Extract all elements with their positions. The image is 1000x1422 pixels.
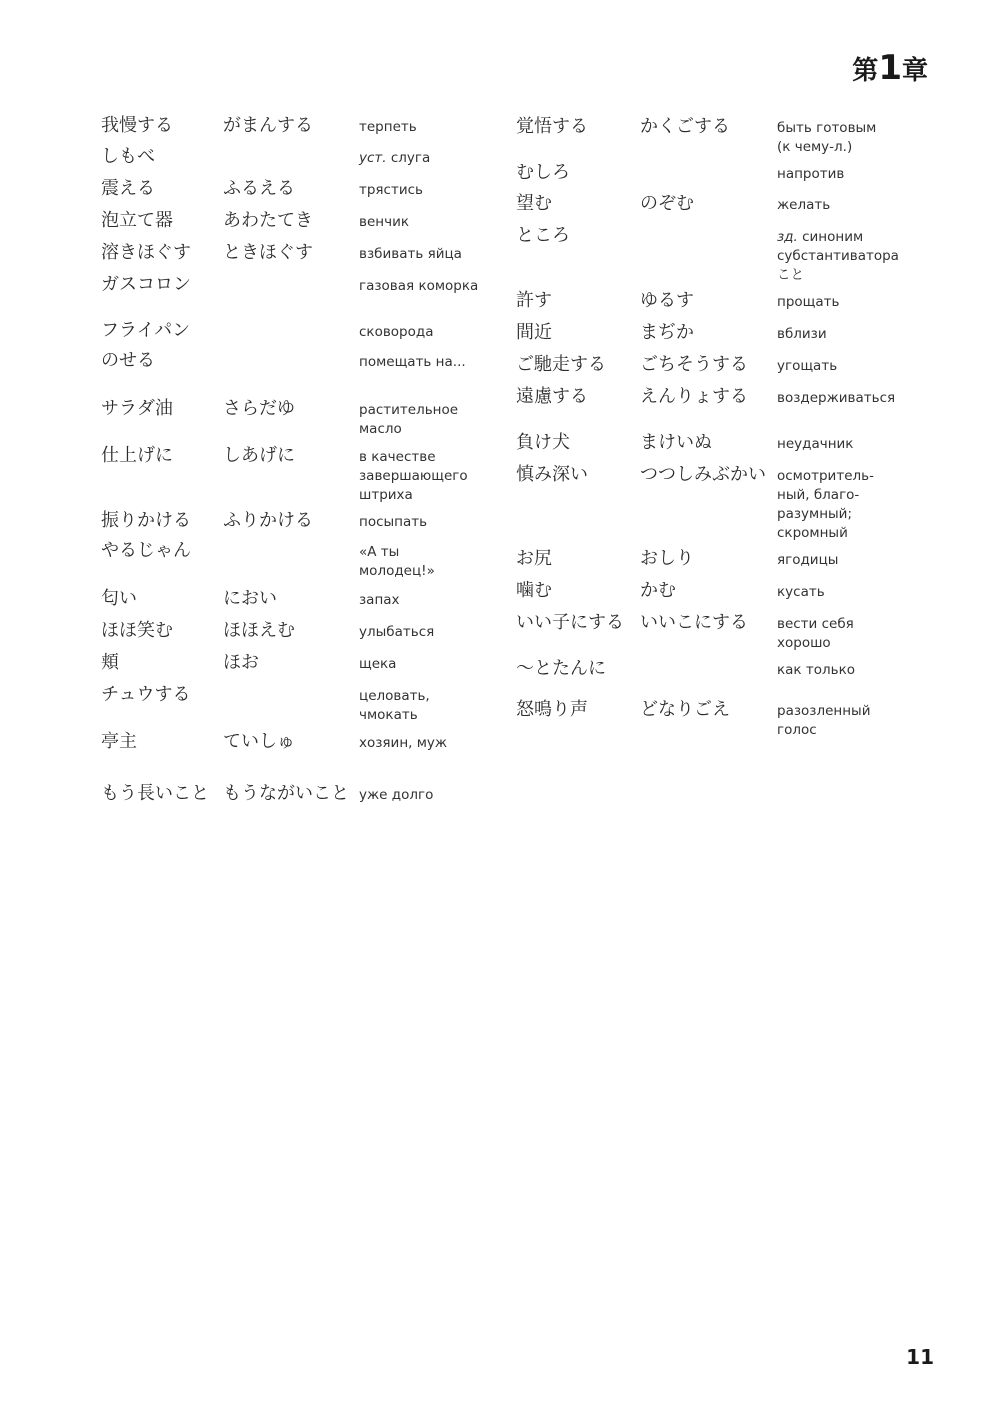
vocab-reading: ふるえる (223, 178, 295, 199)
vocab-word: 我慢する (101, 115, 173, 136)
vocab-translation (359, 323, 494, 342)
translation-text: вблизи (777, 326, 827, 342)
translation-text: вести себя хорошо (777, 616, 854, 651)
vocab-translation (777, 228, 927, 285)
vocab-translation (777, 583, 927, 602)
vocab-word: やるじゃん (101, 540, 191, 561)
translation-text: прощать (777, 294, 840, 310)
translation-text: венчик (359, 214, 409, 230)
vocab-reading: えんりょする (640, 386, 748, 407)
vocab-word: 望む (516, 193, 552, 214)
vocab-word: 溶きほぐす (101, 242, 191, 263)
vocab-word: ご馳走する (516, 354, 606, 375)
vocab-reading: のぞむ (640, 193, 694, 214)
vocab-word: のせる (101, 350, 155, 371)
translation-text: кусать (777, 584, 825, 600)
translation-text: неудачник (777, 436, 854, 452)
vocab-reading: ほほえむ (223, 620, 295, 641)
vocab-translation (777, 389, 927, 408)
vocab-translation (359, 245, 494, 264)
vocab-word: 噛む (516, 580, 552, 601)
translation-text: ягодицы (777, 552, 839, 568)
vocab-word: 許す (516, 290, 552, 311)
translation-usage-note: зд. (777, 229, 798, 245)
vocab-translation (777, 165, 927, 184)
vocab-reading: かむ (640, 580, 676, 601)
vocab-translation (359, 623, 494, 642)
translation-text: щека (359, 656, 397, 672)
vocab-word: 遠慮する (516, 386, 588, 407)
vocab-reading: ときほぐす (223, 242, 313, 263)
vocab-reading: おしり (640, 548, 694, 569)
chapter-prefix: 第 (852, 56, 879, 86)
vocab-translation (359, 591, 494, 610)
translation-text: осмотритель- ный, благо- разумный; скромный (777, 468, 874, 541)
translation-text: целовать, чмокать (359, 688, 430, 723)
page-number: 11 (906, 1345, 934, 1369)
vocab-word: 慎み深い (516, 464, 588, 485)
vocab-word: 負け犬 (516, 432, 570, 453)
vocab-word: 間近 (516, 322, 552, 343)
vocab-translation (359, 786, 494, 805)
translation-text: посыпать (359, 514, 428, 530)
translation-text: как только (777, 662, 855, 678)
vocab-translation (359, 401, 494, 439)
vocab-word: フライパン (101, 320, 191, 341)
vocab-translation (777, 293, 927, 312)
vocab-word: いい子にする (516, 612, 624, 633)
vocab-reading: まけいぬ (640, 432, 712, 453)
vocab-translation (359, 543, 494, 581)
vocab-word: 泡立て器 (101, 210, 173, 231)
vocab-translation (359, 513, 494, 532)
vocab-reading: もうながいこと (223, 783, 349, 804)
translation-text: хозяин, муж (359, 735, 448, 751)
translation-text: уже долго (359, 787, 434, 803)
vocab-reading: ゆるす (640, 290, 694, 311)
vocab-translation (359, 213, 494, 232)
translation-text: «А ты молодец!» (359, 544, 435, 579)
vocab-word: 覚悟する (516, 116, 588, 137)
translation-text: желать (777, 197, 831, 213)
vocab-word: チュウする (101, 684, 191, 705)
vocab-reading: しあげに (223, 445, 295, 466)
vocab-word: ガスコロン (101, 274, 191, 295)
vocab-word: 振りかける (101, 510, 191, 531)
translation-text: воздерживаться (777, 390, 896, 406)
chapter-number: 1 (878, 48, 902, 88)
translation-usage-note: уст. (359, 150, 387, 166)
vocab-word: 〜とたんに (516, 658, 606, 679)
vocab-reading: どなりごえ (640, 699, 730, 720)
vocab-word: むしろ (516, 162, 570, 183)
vocab-word: お尻 (516, 548, 552, 569)
vocab-reading: ていしゅ (223, 731, 295, 752)
vocab-translation (777, 661, 927, 680)
vocab-translation (777, 702, 927, 740)
vocab-translation (359, 687, 494, 725)
vocab-reading: ふりかける (223, 510, 313, 531)
vocab-word: ところ (516, 225, 570, 246)
vocab-word: 震える (101, 178, 155, 199)
vocab-reading: さらだゆ (223, 398, 295, 419)
vocab-word: 亭主 (101, 731, 137, 752)
vocab-translation (777, 615, 927, 653)
vocab-word: しもべ (101, 146, 155, 167)
vocab-reading: ほお (223, 652, 259, 673)
vocab-translation (359, 118, 494, 137)
vocab-translation (359, 353, 494, 372)
vocab-translation (359, 655, 494, 674)
vocab-translation (777, 357, 927, 376)
translation-text: угощать (777, 358, 838, 374)
translation-text: запах (359, 592, 400, 608)
vocab-reading: あわたてき (223, 210, 313, 231)
translation-text: трястись (359, 182, 423, 198)
translation-text: растительное масло (359, 402, 459, 437)
vocab-word: 匂い (101, 588, 137, 609)
vocab-translation (359, 277, 494, 296)
vocab-translation (777, 551, 927, 570)
vocab-reading: におい (223, 588, 277, 609)
vocab-word: サラダ油 (101, 398, 173, 419)
translation-text: разозленный голос (777, 703, 871, 738)
translation-text: напротив (777, 166, 845, 182)
vocab-translation (777, 325, 927, 344)
vocab-word: 怒鳴り声 (516, 699, 588, 720)
translation-text: синоним субстантиватора こと (777, 229, 899, 283)
translation-text: терпеть (359, 119, 417, 135)
vocab-word: 頬 (101, 652, 119, 673)
vocab-translation (359, 448, 494, 505)
vocab-translation (777, 467, 927, 543)
vocab-reading: まぢか (640, 322, 694, 343)
vocab-translation (359, 181, 494, 200)
translation-text: газовая коморка (359, 278, 479, 294)
vocab-reading: がまんする (223, 115, 313, 136)
vocab-translation (359, 734, 494, 753)
vocab-reading: ごちそうする (640, 354, 748, 375)
vocab-reading: いいこにする (640, 612, 748, 633)
vocab-word: ほほ笑む (101, 620, 173, 641)
translation-text: сковорода (359, 324, 434, 340)
vocab-translation (777, 119, 927, 157)
chapter-suffix: 章 (901, 56, 928, 86)
translation-text: в качестве завершающего штриха (359, 449, 468, 503)
vocab-word: 仕上げに (101, 445, 173, 466)
translation-text: улыбаться (359, 624, 435, 640)
translation-text: взбивать яйца (359, 246, 462, 262)
translation-text: быть готовым (к чему-л.) (777, 120, 877, 155)
vocab-word: もう長いこと (101, 783, 209, 804)
vocab-reading: つつしみぶかい (640, 464, 766, 485)
vocab-translation (777, 435, 927, 454)
translation-text: помещать на... (359, 354, 466, 370)
translation-text: слуга (386, 150, 431, 166)
chapter-heading (852, 48, 928, 88)
vocab-translation (359, 149, 494, 168)
vocab-reading: かくごする (640, 116, 730, 137)
vocab-translation (777, 196, 927, 215)
